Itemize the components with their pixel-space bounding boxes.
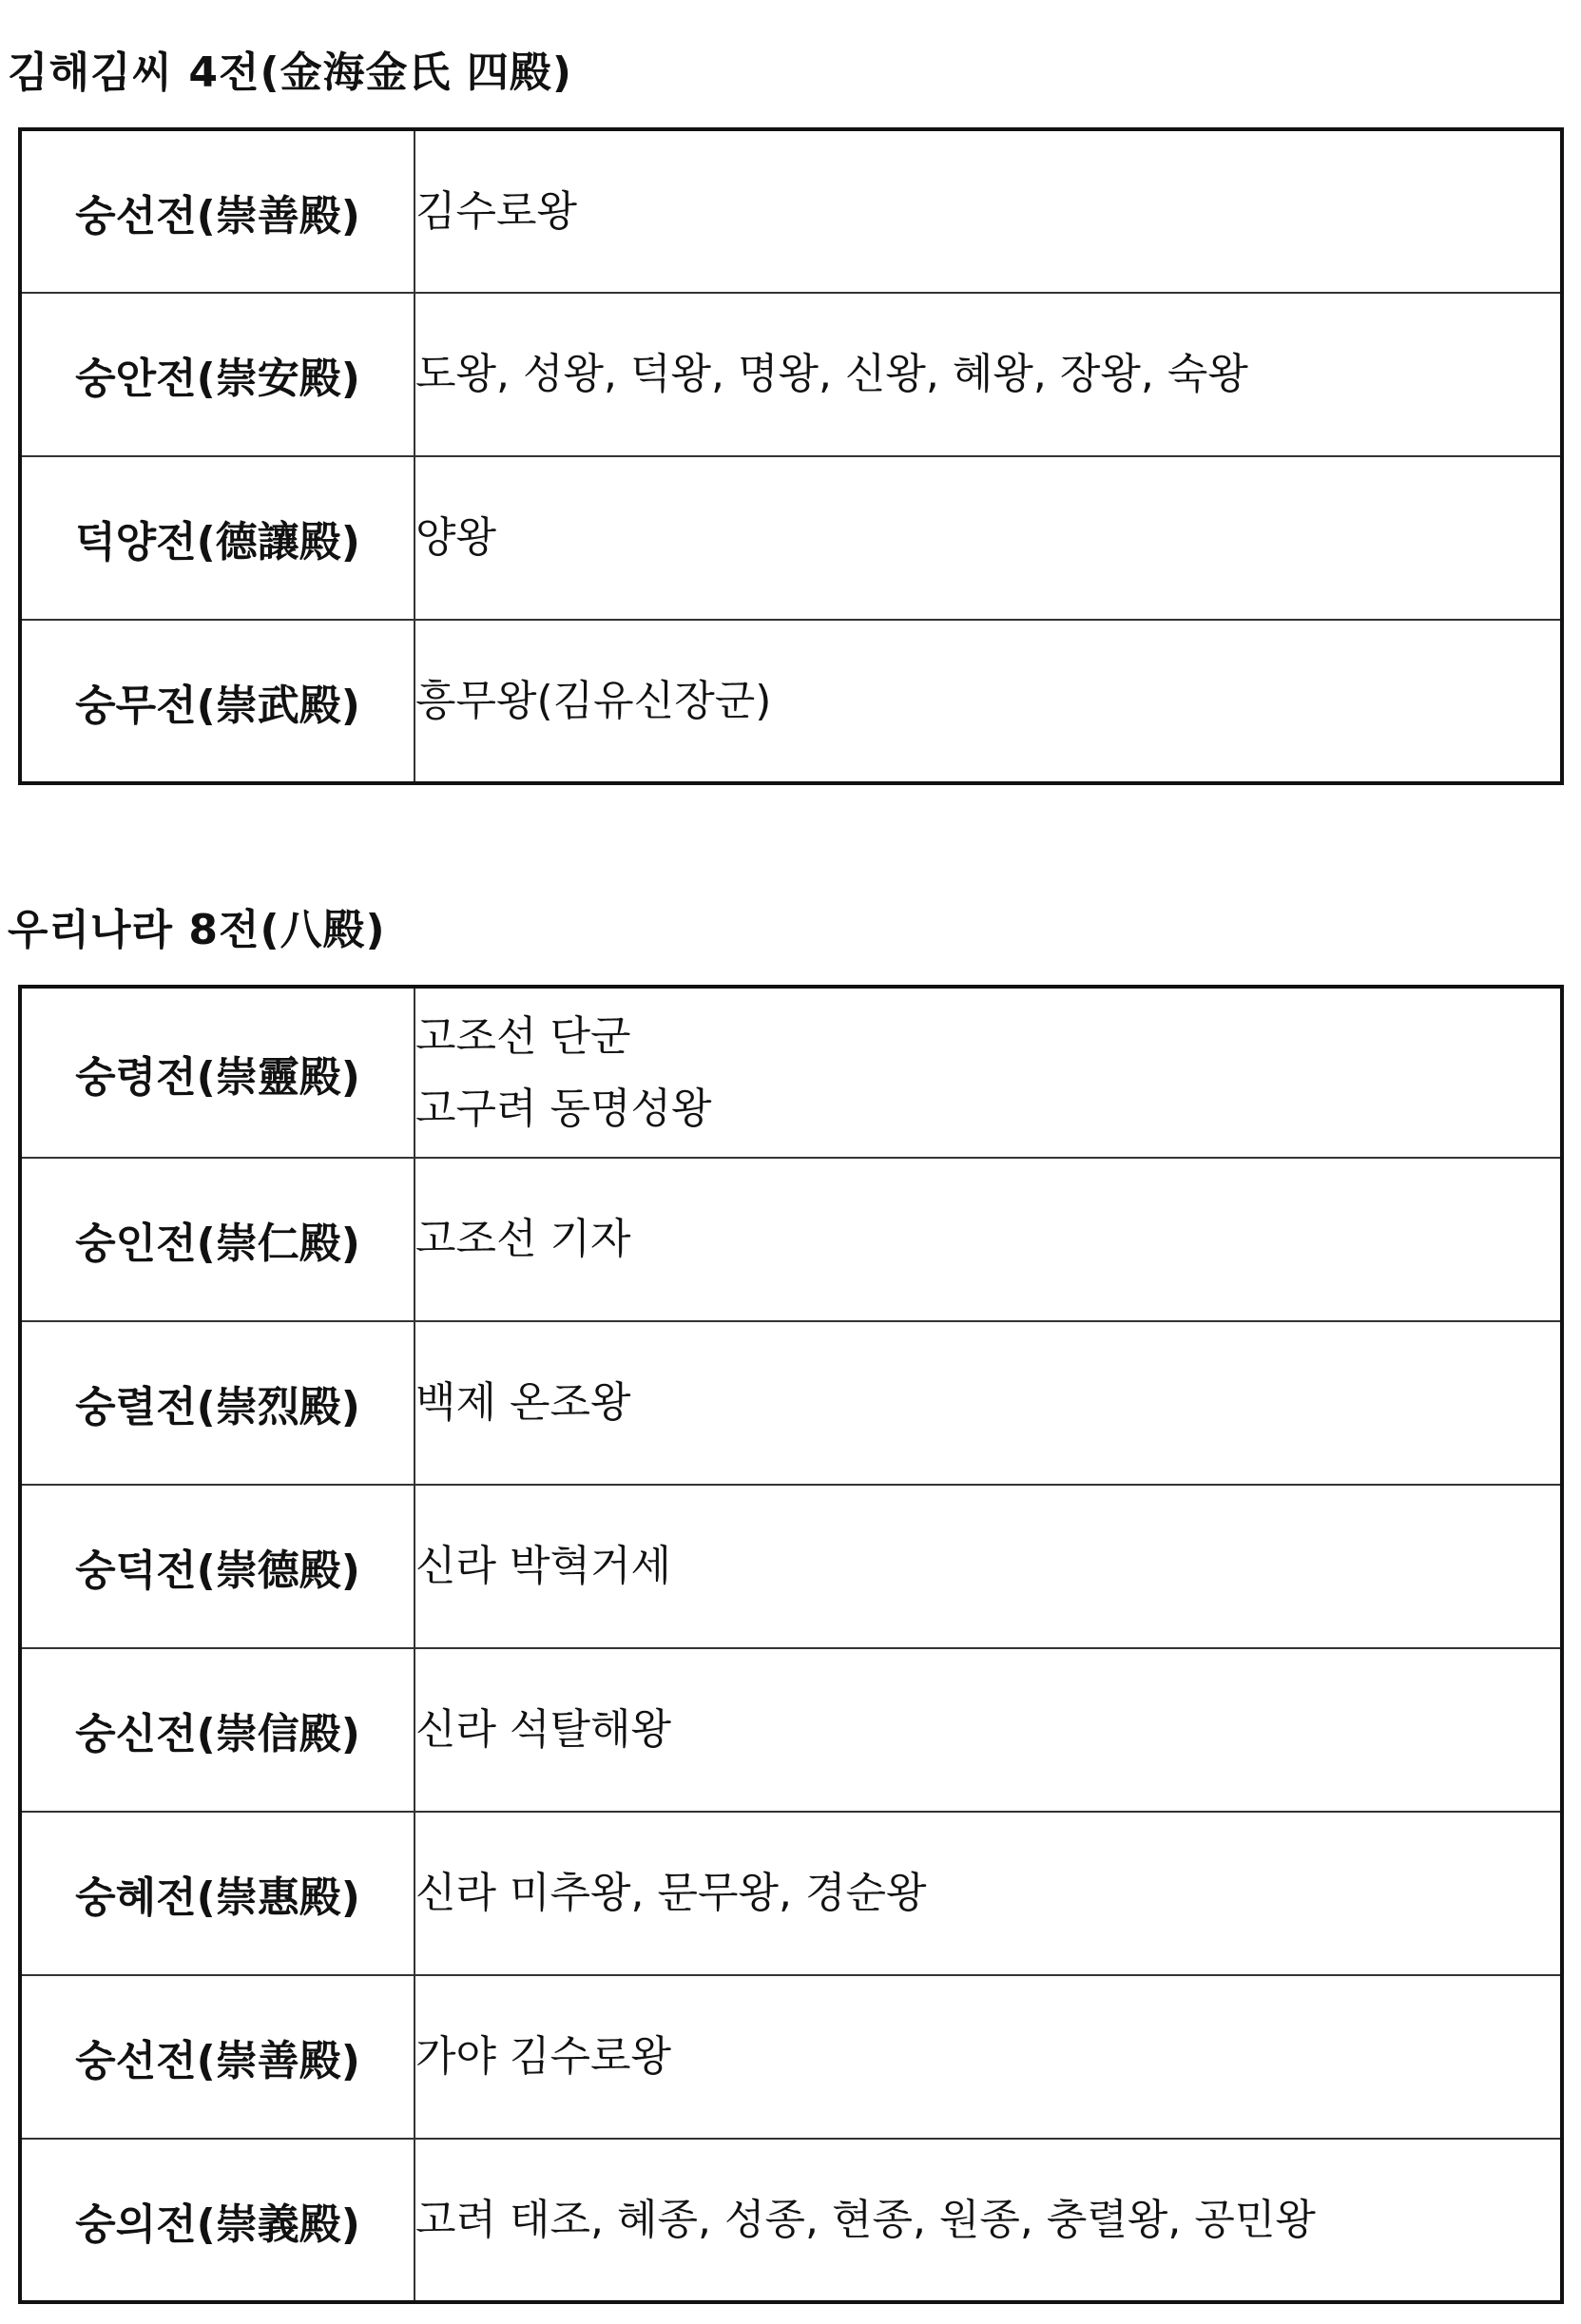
enshrined-text: 신라 박혁거세 <box>415 1542 672 1590</box>
table-row <box>20 2139 1562 2302</box>
table-row <box>20 293 1562 456</box>
enshrined-cell <box>415 987 1562 1158</box>
enshrined-text: 흥무왕(김유신장군) <box>415 676 772 725</box>
enshrined-text: 백제 온조왕 <box>415 1378 631 1427</box>
table-row <box>20 1812 1562 1975</box>
section-title-gimhae-kim: 김해김씨 4전(金海金氏 四殿) <box>8 48 572 97</box>
enshrined-cell <box>415 2139 1562 2302</box>
enshrined-text: 신라 석탈해왕 <box>415 1705 672 1754</box>
korea-8-shrines-table <box>18 985 1564 2304</box>
enshrined-cell <box>415 620 1562 783</box>
enshrined-cell <box>415 293 1562 456</box>
shrine-name-cell: 숭령전(崇靈殿) <box>20 987 415 1158</box>
shrine-name-cell: 숭혜전(崇惠殿) <box>20 1812 415 1975</box>
table-row <box>20 1158 1562 1321</box>
section-title-korea-8-shrines: 우리나라 8전(八殿) <box>8 906 386 954</box>
table-row <box>20 987 1562 1158</box>
table-row <box>20 620 1562 783</box>
table-row <box>20 129 1562 293</box>
table-row <box>20 1485 1562 1648</box>
shrine-name-cell: 숭신전(崇信殿) <box>20 1648 415 1812</box>
enshrined-text: 김수로왕 <box>415 186 578 236</box>
enshrined-cell <box>415 456 1562 620</box>
shrine-name-cell: 숭선전(崇善殿) <box>20 129 415 293</box>
gimhae-kim-shrines-table <box>18 127 1564 785</box>
shrine-name-cell: 숭무전(崇武殿) <box>20 620 415 783</box>
shrine-name-cell: 숭렬전(崇烈殿) <box>20 1321 415 1485</box>
enshrined-cell <box>415 129 1562 293</box>
enshrined-cell <box>415 1321 1562 1485</box>
enshrined-text: 양왕 <box>415 513 497 562</box>
table-row <box>20 1975 1562 2139</box>
enshrined-cell <box>415 1975 1562 2139</box>
enshrined-text: 고조선 기자 <box>415 1215 631 1263</box>
enshrined-cell <box>415 1485 1562 1648</box>
enshrined-cell <box>415 1158 1562 1321</box>
table-row <box>20 456 1562 620</box>
enshrined-text: 고구려 동명성왕 <box>415 1084 712 1133</box>
enshrined-text: 도왕, 성왕, 덕왕, 명왕, 신왕, 혜왕, 장왕, 숙왕 <box>415 350 1248 398</box>
enshrined-cell <box>415 1648 1562 1812</box>
enshrined-text: 고려 태조, 혜종, 성종, 현종, 원종, 충렬왕, 공민왕 <box>415 2195 1316 2244</box>
enshrined-text: 고조선 단군 <box>415 1011 631 1061</box>
shrine-name-cell: 덕양전(德讓殿) <box>20 456 415 620</box>
enshrined-cell <box>415 1812 1562 1975</box>
enshrined-text: 가야 김수로왕 <box>415 2032 672 2081</box>
shrine-name-cell: 숭인전(崇仁殿) <box>20 1158 415 1321</box>
shrine-name-cell: 숭의전(崇義殿) <box>20 2139 415 2302</box>
shrine-name-cell: 숭선전(崇善殿) <box>20 1975 415 2139</box>
table-row <box>20 1648 1562 1812</box>
shrine-name-cell: 숭안전(崇安殿) <box>20 293 415 456</box>
enshrined-text: 신라 미추왕, 문무왕, 경순왕 <box>415 1869 927 1917</box>
shrine-name-cell: 숭덕전(崇德殿) <box>20 1485 415 1648</box>
table-row <box>20 1321 1562 1485</box>
